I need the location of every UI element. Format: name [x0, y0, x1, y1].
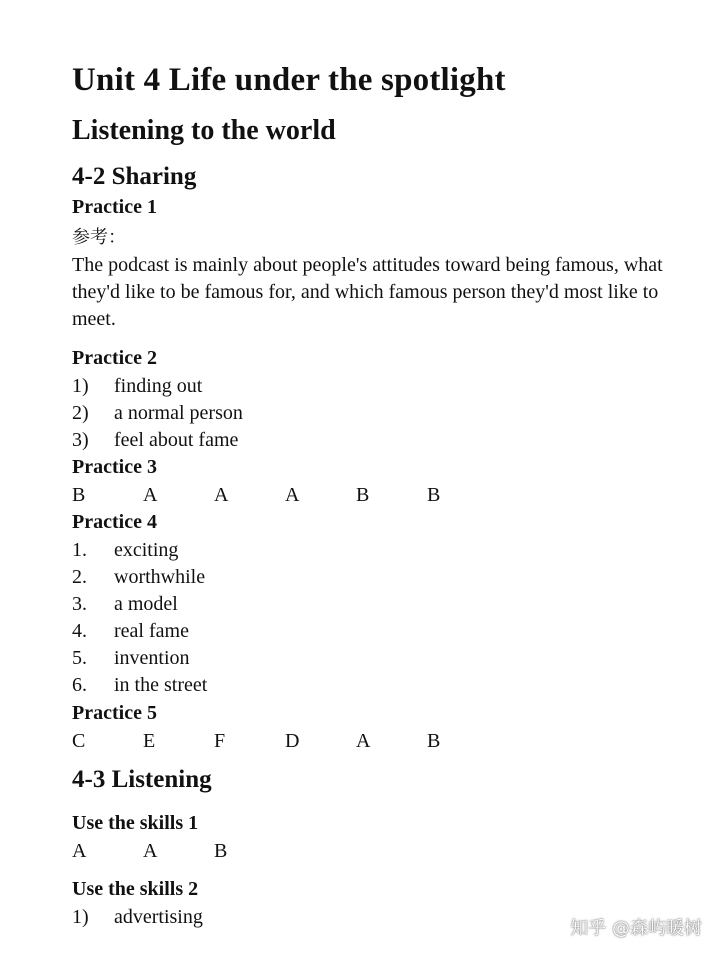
- answer-letter: B: [356, 484, 370, 506]
- list-item: 2. worthwhile: [72, 566, 206, 588]
- list-item: 3. a model: [72, 593, 178, 615]
- list-item: 1) advertising: [72, 906, 203, 928]
- answer-letter: C: [72, 730, 86, 752]
- answer-letter: B: [72, 484, 86, 506]
- section-heading-listening: 4-3 Listening: [72, 766, 212, 793]
- answer-letter: A: [143, 484, 158, 506]
- page-subtitle: Listening to the world: [72, 115, 336, 146]
- section-heading-sharing: 4-2 Sharing: [72, 163, 197, 190]
- answer-letter: B: [427, 484, 441, 506]
- answer-letter: B: [427, 730, 441, 752]
- list-item: 4. real fame: [72, 620, 189, 642]
- practice-1-label: Practice 1: [72, 196, 157, 218]
- practice-2-label: Practice 2: [72, 347, 157, 369]
- answer-letter: F: [214, 730, 226, 752]
- practice-3-label: Practice 3: [72, 456, 157, 478]
- answer-letter: D: [285, 730, 300, 752]
- answer-letter: A: [72, 840, 87, 862]
- answer-letter: A: [143, 840, 158, 862]
- list-item: 5. invention: [72, 647, 190, 669]
- list-item: 6. in the street: [72, 674, 208, 696]
- practice-4-label: Practice 4: [72, 511, 157, 533]
- practice-1-answer-text: The podcast is mainly about people's attitudes toward being famous, what they'd like to be famous for, and which famous person they'd most like to meet.: [72, 254, 663, 330]
- watermark: 知乎 @森屿暖树: [570, 918, 702, 939]
- list-item: 1. exciting: [72, 539, 179, 561]
- answer-letter: A: [285, 484, 300, 506]
- practice-5-label: Practice 5: [72, 702, 157, 724]
- list-item: 1) finding out: [72, 375, 203, 397]
- reference-note: 参考：: [72, 227, 126, 248]
- use-skills-2-label: Use the skills 2: [72, 878, 199, 900]
- answer-letter: A: [214, 484, 229, 506]
- answer-letter: E: [143, 730, 156, 752]
- list-item: 2) a normal person: [72, 402, 243, 424]
- page-title: Unit 4 Life under the spotlight: [72, 62, 506, 98]
- answer-letter: A: [356, 730, 371, 752]
- answer-letter: B: [214, 840, 228, 862]
- list-item: 3) feel about fame: [72, 429, 239, 451]
- use-skills-1-label: Use the skills 1: [72, 812, 199, 834]
